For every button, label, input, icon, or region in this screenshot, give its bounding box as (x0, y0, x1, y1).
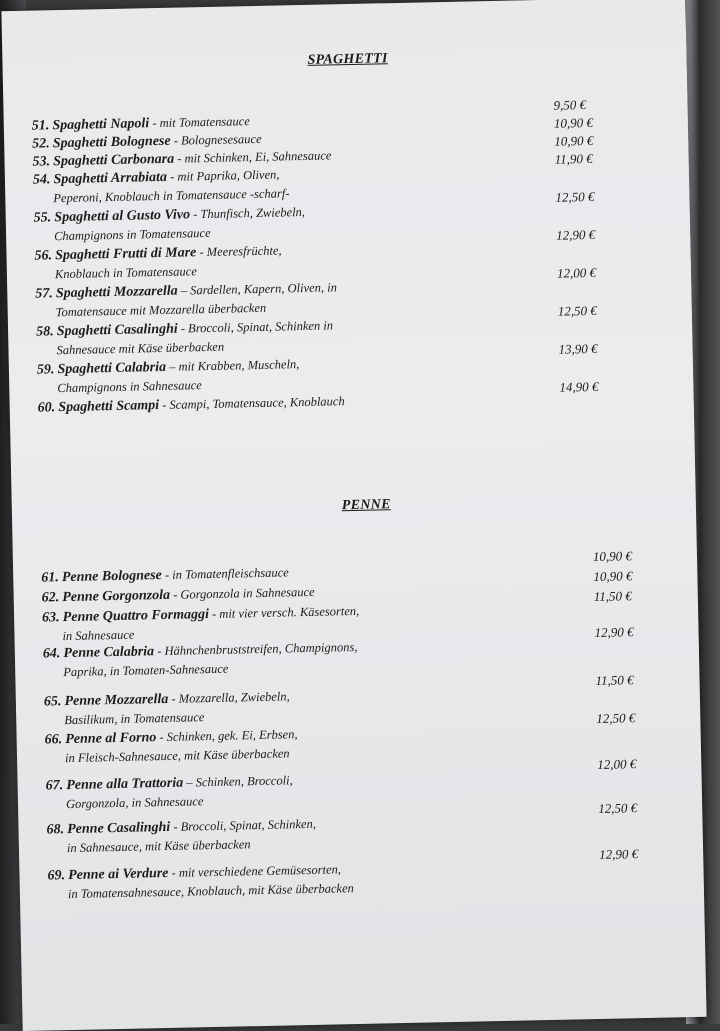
menu-item-line (37, 357, 300, 378)
item-name: Penne Bolognese (61, 568, 162, 586)
item-name: Penne Casalinghi (67, 819, 171, 838)
item-price: 13,90 € (558, 340, 598, 357)
item-number: 52. (32, 136, 50, 152)
menu-content (1, 0, 706, 1031)
item-number: 67. (45, 778, 64, 794)
menu-item-line (35, 280, 337, 302)
item-number: 58. (35, 324, 54, 340)
item-price: 12,00 € (597, 756, 637, 772)
menu-item-line (45, 773, 292, 794)
item-description: - Thunfisch, Zwiebeln, (193, 204, 306, 222)
item-price: 9,50 € (553, 97, 587, 113)
menu-item-line (33, 167, 280, 188)
item-description-continued: in Tomatensahnesauce, Knoblauch, mit Käse überbacken (67, 881, 354, 902)
item-description-continued: in Sahnesauce, mit Käse überbacken (66, 837, 251, 856)
item-number: 60. (37, 400, 56, 416)
item-description: - mit Paprika, Oliven, (169, 167, 280, 184)
item-name: Penne al Forno (65, 730, 157, 748)
menu-item-line (46, 817, 316, 839)
item-price: 12,90 € (594, 624, 634, 640)
item-description-continued: Gorgonzola, in Sahnesauce (65, 794, 204, 812)
item-number: 55. (33, 210, 52, 226)
item-number: 57. (35, 286, 53, 302)
item-description-continued: Peperoni, Knoblauch in Tomatensauce -scharf- (53, 186, 290, 206)
item-description-continued: Tomatensauce mit Mozzarella überbacken (55, 300, 267, 320)
item-description: - Meeresfrüchte, (199, 243, 282, 260)
menu-item-line (38, 394, 345, 416)
item-number: 56. (34, 248, 53, 264)
item-price: 12,00 € (556, 264, 597, 281)
item-description: - mit Schinken, Ei, Sahnesauce (177, 148, 332, 166)
item-price: 12,90 € (599, 846, 639, 862)
item-description: – Sardellen, Kapern, Oliven, in (180, 280, 338, 298)
item-number: 51. (31, 118, 50, 134)
item-description-continued: Champignons in Sahnesauce (57, 378, 202, 396)
item-description: – Schinken, Broccoli, (186, 773, 293, 790)
item-name: Spaghetti Mozzarella (55, 283, 178, 302)
item-name: Spaghetti Napoli (52, 116, 150, 134)
item-description-continued: Sahnesauce mit Käse überbacken (56, 339, 225, 358)
menu-item-line (32, 114, 250, 135)
item-name: Spaghetti Arrabiata (53, 169, 168, 188)
item-price: 10,90 € (553, 114, 594, 131)
item-description-continued: Champignons in Tomatensauce (53, 225, 211, 244)
item-description: - Gorgonzola in Sahnesauce (172, 584, 315, 602)
item-description-continued: Basilikum, in Tomatensauce (64, 710, 205, 728)
item-number: 64. (42, 646, 61, 662)
item-price: 12,90 € (556, 226, 596, 243)
menu-item-line (45, 727, 298, 748)
item-description: - Broccoli, Spinat, Schinken, (173, 816, 317, 834)
item-price: 12,50 € (596, 710, 636, 726)
item-number: 65. (43, 694, 62, 710)
item-name: Penne Mozzarella (64, 691, 169, 710)
item-description: - Hähnchenbruststreifen, Champignons, (157, 639, 358, 659)
item-price: 12,50 € (555, 188, 595, 205)
menu-page (1, 0, 706, 1031)
item-price: 10,90 € (593, 568, 633, 584)
item-number: 54. (32, 172, 51, 188)
section-title-penne: PENNE (341, 497, 391, 514)
item-price: 10,90 € (554, 132, 594, 149)
item-name: Penne ai Verdure (67, 865, 169, 884)
item-description: - Schinken, gek. Ei, Erbsen, (159, 727, 298, 745)
item-description: - mit verschiedene Gemüsesorten, (171, 862, 342, 880)
menu-item-line (32, 132, 262, 153)
item-description-continued: Paprika, in Tomaten-Sahnesauce (63, 661, 229, 680)
item-name: Penne Quattro Formaggi (62, 607, 210, 626)
item-number: 66. (44, 732, 63, 748)
item-description: - Bolognesesauce (173, 131, 262, 148)
menu-item-line (47, 862, 341, 884)
menu-item-line (36, 318, 333, 340)
item-price: 12,50 € (598, 800, 638, 816)
item-price: 12,50 € (557, 302, 597, 319)
item-number: 59. (36, 362, 55, 378)
item-description-continued: Knoblauch in Tomatensauce (54, 264, 197, 282)
item-name: Spaghetti Calabria (57, 359, 167, 378)
item-price: 10,90 € (592, 548, 633, 565)
item-description: - Scampi, Tomatensauce, Knoblauch (162, 394, 345, 412)
item-description: - Broccoli, Spinat, Schinken in (180, 318, 334, 336)
item-name: Spaghetti al Gusto Vivo (54, 207, 191, 226)
item-name: Penne Calabria (63, 644, 155, 662)
item-price: 11,50 € (595, 672, 634, 688)
menu-item-line (41, 565, 289, 586)
item-name: Penne Gorgonzola (62, 587, 171, 606)
menu-item-line (32, 148, 331, 170)
item-price: 14,90 € (559, 378, 599, 395)
item-number: 69. (47, 868, 66, 884)
item-name: Spaghetti Scampi (58, 398, 160, 416)
item-number: 63. (41, 610, 60, 626)
menu-item-line (42, 585, 315, 607)
menu-item-line (44, 689, 290, 710)
item-description: – mit Krabben, Muscheln, (169, 357, 300, 374)
item-description-continued: in Sahnesauce (62, 627, 135, 644)
item-name: Penne alla Trattoria (66, 775, 184, 794)
menu-item-line (42, 604, 359, 627)
item-number: 53. (32, 154, 51, 170)
item-name: Spaghetti Bolognese (52, 133, 171, 152)
item-description: - mit vier versch. Käsesorten, (211, 603, 360, 621)
item-description: - Mozzarella, Zwiebeln, (171, 689, 290, 706)
item-name: Spaghetti Casalinghi (56, 321, 178, 340)
item-description-continued: in Fleisch-Sahnesauce, mit Käse überbacken (64, 746, 290, 766)
item-number: 62. (41, 590, 60, 606)
item-name: Spaghetti Carbonara (53, 151, 175, 170)
menu-item-line (34, 243, 281, 264)
item-price: 11,50 € (593, 588, 632, 604)
item-description: - in Tomatenfleischsauce (164, 565, 289, 582)
item-name: Spaghetti Frutti di Mare (54, 245, 197, 264)
item-price: 11,90 € (554, 150, 593, 167)
menu-item-line (34, 205, 306, 227)
item-description: - mit Tomatensauce (152, 114, 250, 131)
item-number: 61. (41, 570, 59, 586)
item-number: 68. (46, 822, 65, 838)
section-title-spaghetti: SPAGHETTI (307, 51, 388, 68)
